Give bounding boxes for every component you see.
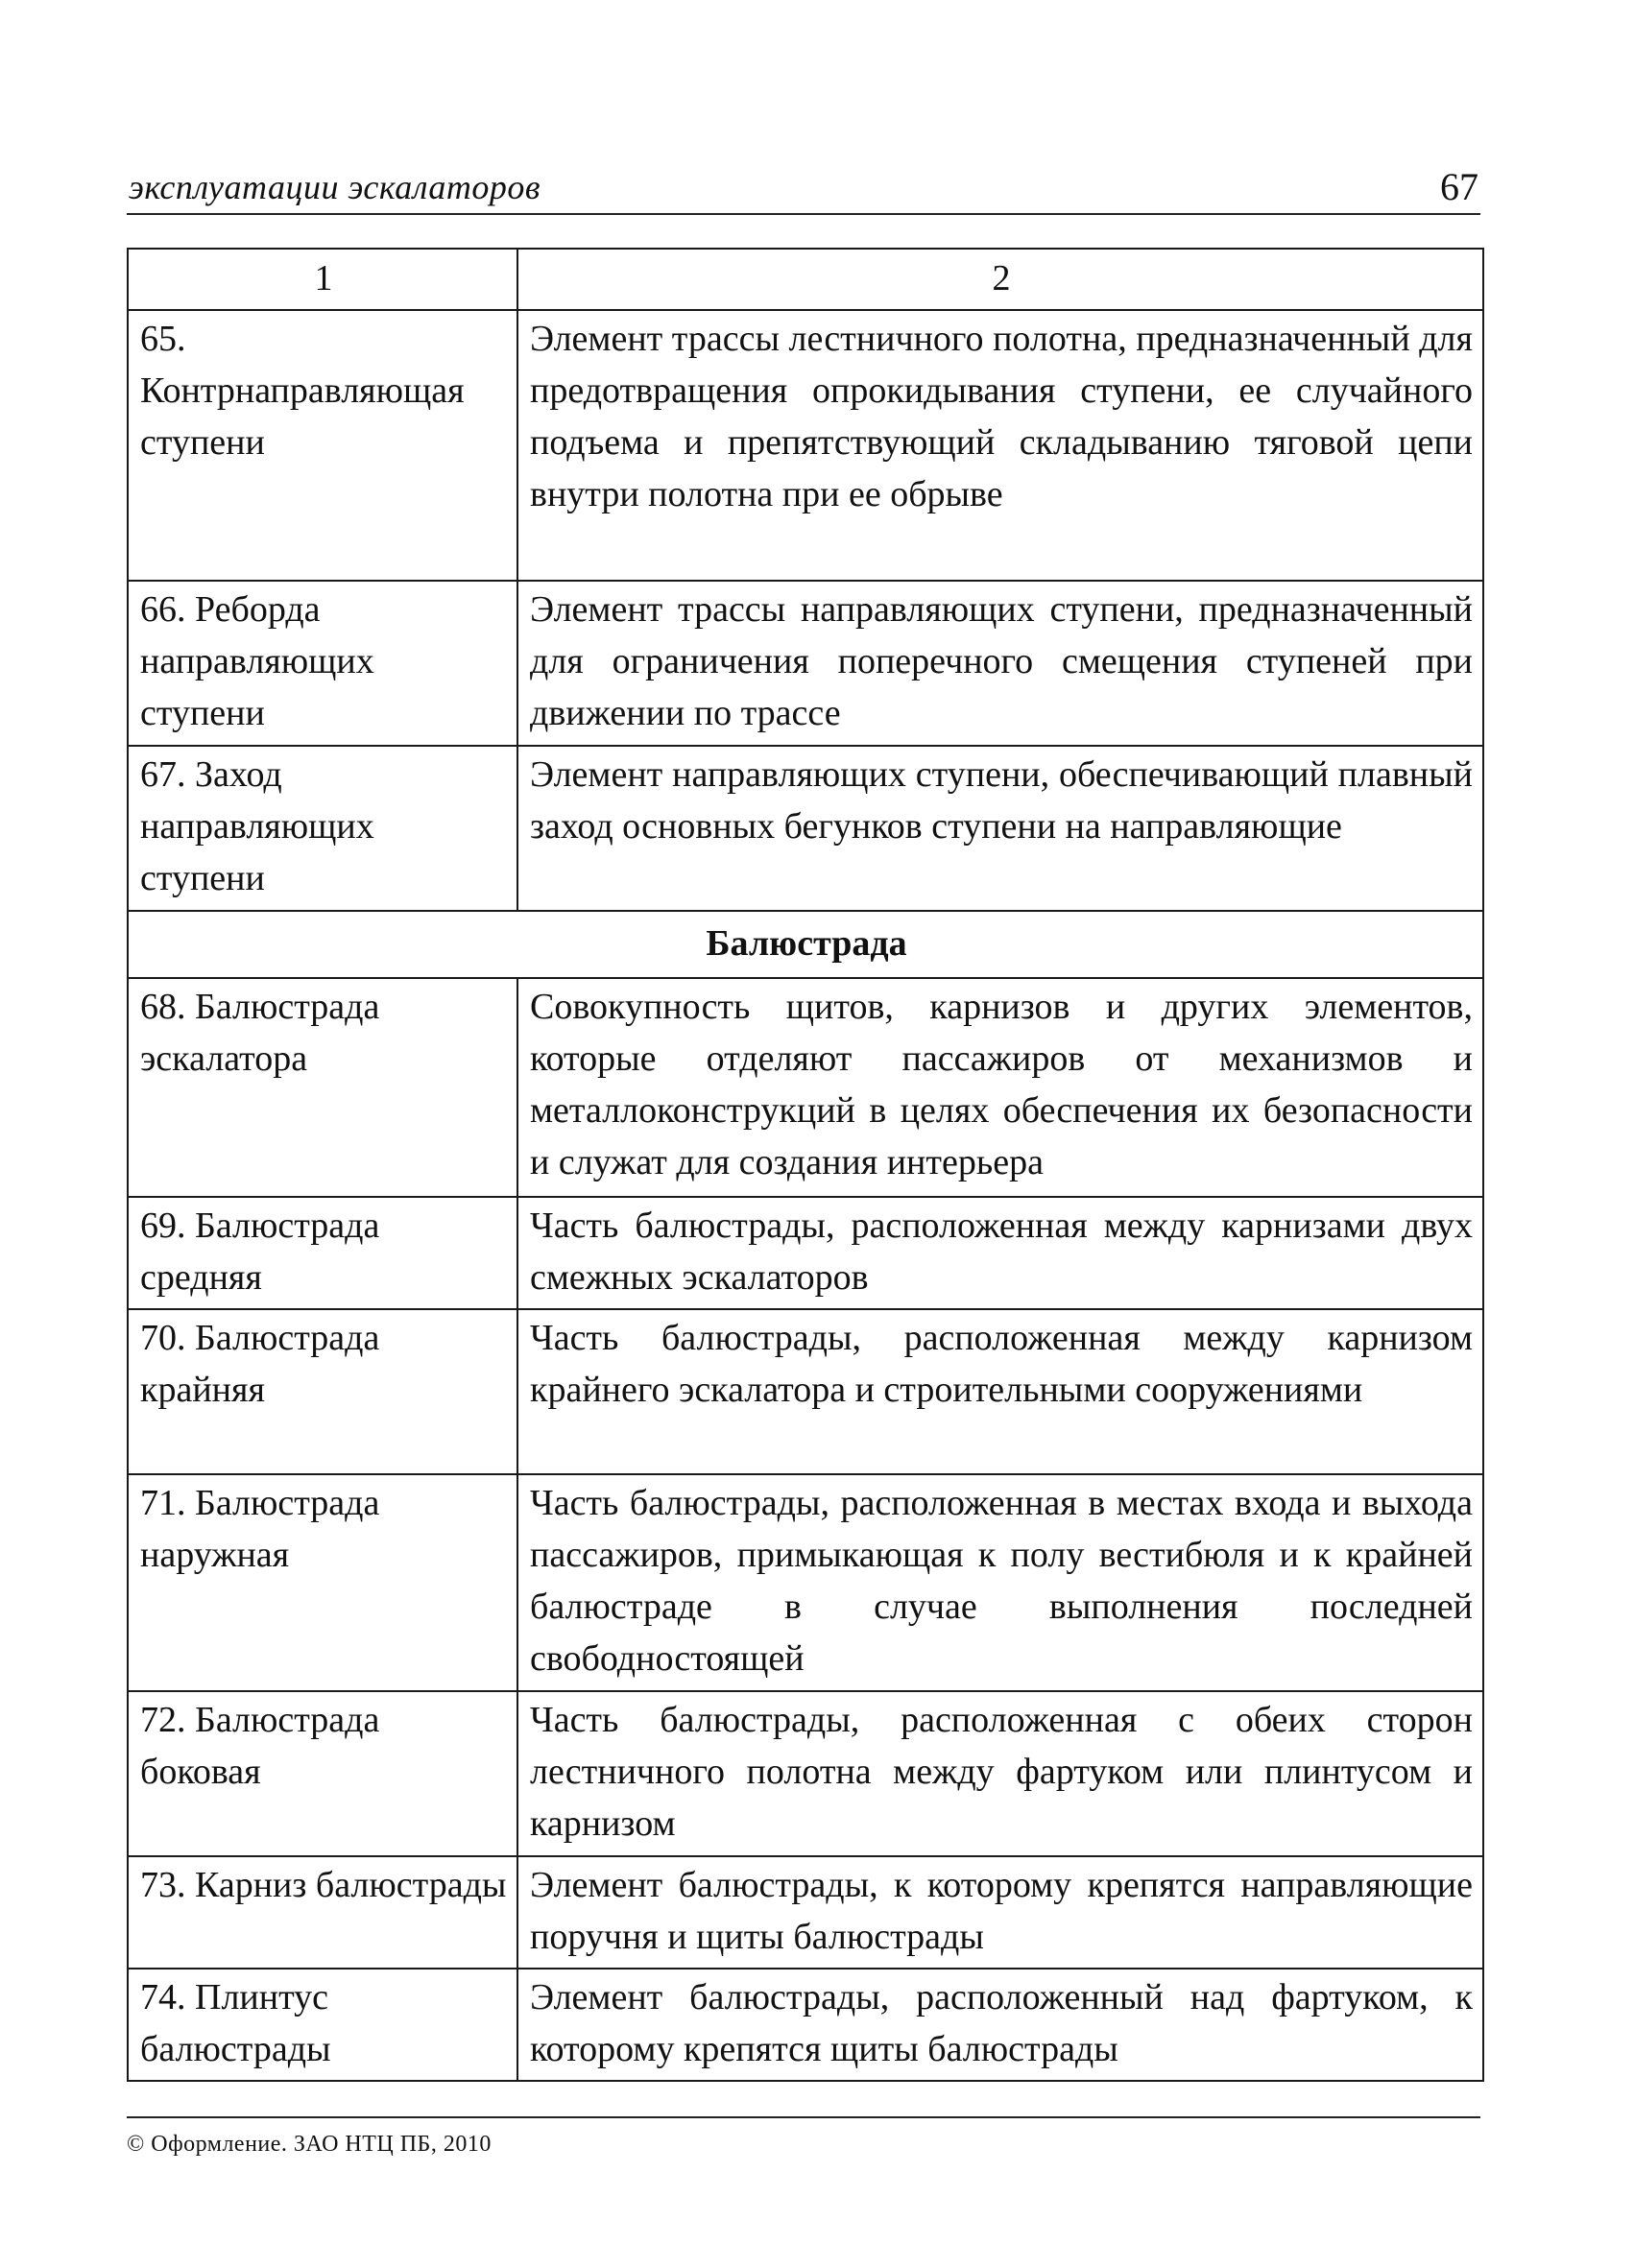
table-row [128,746,1483,911]
table-row [128,1309,1483,1474]
running-title: эксплуатации эскалаторов [129,168,541,206]
column-header-2: 2 [517,249,1483,310]
definition-cell: Элемент балюстрады, расположенный над фартуком, к которому крепятся щиты балюстрады [517,1969,1483,2081]
page-number: 67 [1440,165,1478,208]
term-cell: 66. Реборда направляющих ступени [128,581,517,746]
term-cell: 68. Балюстрада эскалатора [128,978,517,1197]
definition-cell: Часть балюстрады, расположенная между карнизом крайнего эскалатора и строительными сооружениями [517,1309,1483,1474]
footer [127,2116,1480,2158]
term-cell: 74. Плинтус балюстрады [128,1969,517,2081]
term-cell: 72. Балюстрада боковая [128,1691,517,1856]
definition-cell: Элемент балюстрады, к которому крепятся направляющие поручня и щиты балюстрады [517,1856,1483,1969]
definition-cell: Элемент трассы лестничного полотна, предназначенный для предотвращения опрокидывания ступени, ее случайного подъема и препятствующий складыванию тяговой цепи внутри полотна при ее обрыве [517,310,1483,581]
table-row [128,1197,1483,1309]
section-title: Балюстрада [128,911,1483,978]
term-cell: 67. Заход направляющих ступени [128,746,517,911]
section-row [128,911,1483,978]
definition-cell: Часть балюстрады, расположенная между карнизами двух смежных эскалаторов [517,1197,1483,1309]
term-cell: 73. Карниз балюстрады [128,1856,517,1969]
table-row [128,1691,1483,1856]
term-cell: 70. Балюстрада крайняя [128,1309,517,1474]
table-row [128,1474,1483,1691]
definition-cell: Элемент направляющих ступени, обеспечивающий плавный заход основных бегунков ступени на направляющие [517,746,1483,911]
term-cell: 71. Балюстрада наружная [128,1474,517,1691]
table-row [128,978,1483,1197]
definition-cell: Часть балюстрады, расположенная с обеих сторон лестничного полотна между фартуком или плинтусом и карнизом [517,1691,1483,1856]
definition-cell: Элемент трассы направляющих ступени, предназначенный для ограничения поперечного смещения ступеней при движении по трассе [517,581,1483,746]
term-cell: 69. Балюстрада средняя [128,1197,517,1309]
table-row [128,1969,1483,2081]
term-cell: 65. Контрнаправляющая ступени [128,310,517,581]
table-row [128,1856,1483,1969]
copyright-text: © Оформление. ЗАО НТЦ ПБ, 2010 [127,2132,492,2157]
definition-cell: Часть балюстрады, расположенная в местах входа и выхода пассажиров, примыкающая к полу вестибюля и к крайней балюстраде в случае выполнения последней свободностоящей [517,1474,1483,1691]
column-header-1: 1 [128,249,517,310]
running-head [127,165,1480,215]
terms-table [127,248,1484,2082]
definition-cell: Совокупность щитов, карнизов и других элементов, которые отделяют пассажиров от механизмов и металлоконструкций в целях обеспечения их безопасности и служат для создания интерьера [517,978,1483,1197]
table-header-row [128,249,1483,310]
table-row [128,310,1483,581]
table-row [128,581,1483,746]
